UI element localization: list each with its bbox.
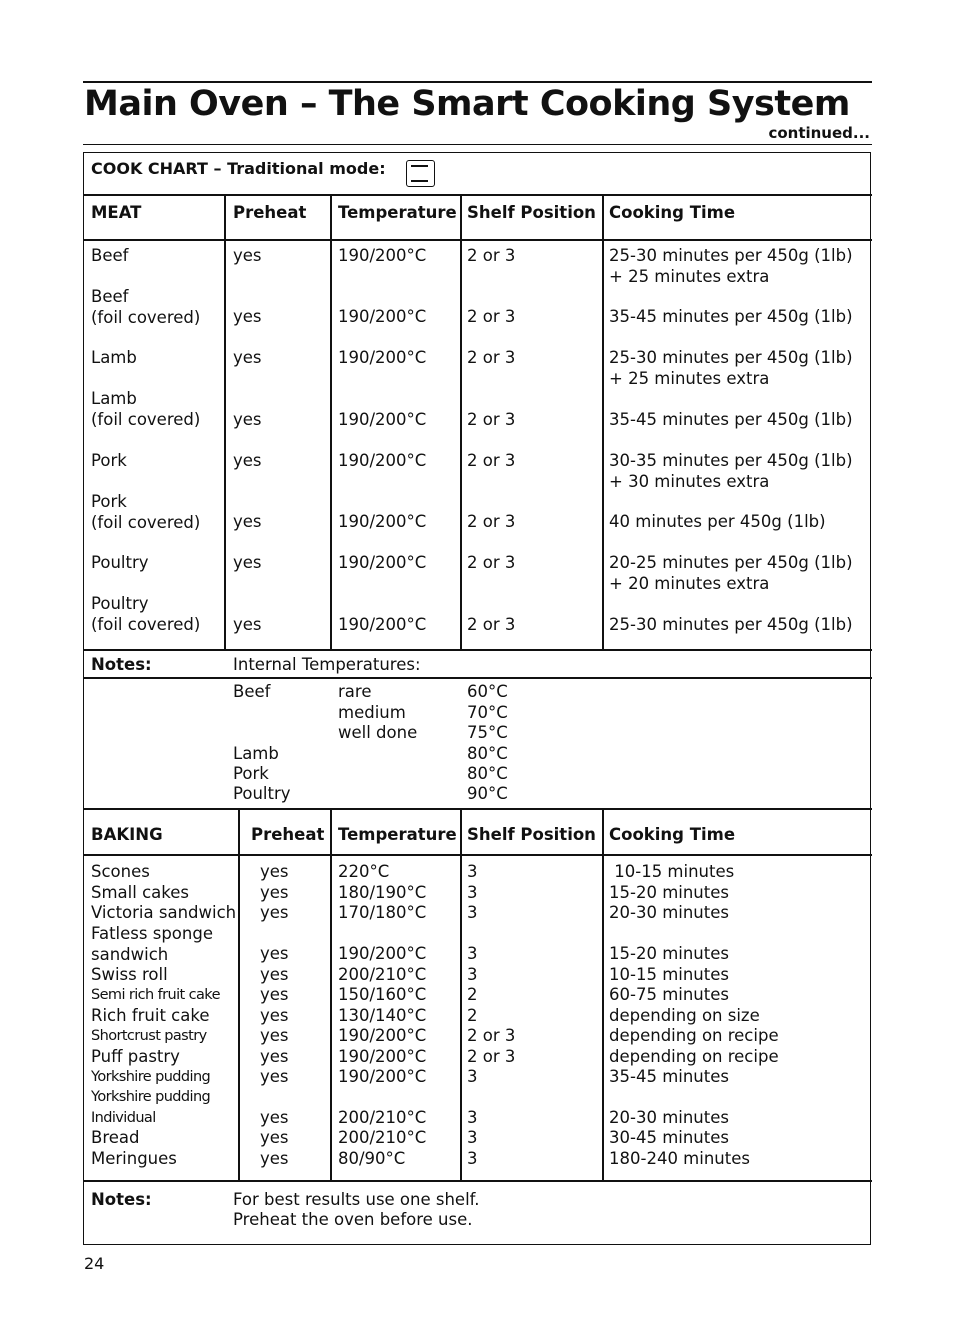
baking-preheat: yes <box>260 1128 289 1147</box>
meat-temp: 190/200°C <box>338 246 427 265</box>
continued-label: continued... <box>768 124 870 142</box>
internal-temp-value: 80°C <box>467 764 508 783</box>
column-divider <box>330 808 332 1180</box>
baking-preheat: yes <box>260 1047 289 1066</box>
internal-temp-doneness: rare <box>338 682 372 701</box>
meat-shelf: 2 or 3 <box>467 451 516 470</box>
column-divider <box>460 808 462 1180</box>
column-divider <box>224 194 226 649</box>
meat-preheat: yes <box>233 553 262 572</box>
rule <box>83 1180 872 1182</box>
baking-time: 30-45 minutes <box>609 1128 729 1147</box>
baking-time: 10-15 minutes <box>609 965 729 984</box>
baking-preheat: yes <box>260 1006 289 1025</box>
baking-header-shelf: Shelf Position <box>467 825 596 844</box>
baking-shelf: 3 <box>467 883 478 902</box>
meat-shelf: 2 or 3 <box>467 348 516 367</box>
internal-temp-value: 90°C <box>467 784 508 803</box>
baking-temp: 80/90°C <box>338 1149 406 1168</box>
meat-preheat: yes <box>233 410 262 429</box>
meat-shelf: 2 or 3 <box>467 512 516 531</box>
meat-header-preheat: Preheat <box>233 203 307 222</box>
baking-time: 60-75 minutes <box>609 985 729 1004</box>
meat-temp: 190/200°C <box>338 615 427 634</box>
meat-temp: 190/200°C <box>338 553 427 572</box>
internal-temp-meat: Beef <box>233 682 271 701</box>
baking-temp: 200/210°C <box>338 965 427 984</box>
meat-time: 25-30 minutes per 450g (1lb) <box>609 615 853 634</box>
meat-preheat: yes <box>233 512 262 531</box>
meat-food: Beef <box>91 246 129 265</box>
column-divider <box>460 194 462 649</box>
baking-food: Small cakes <box>91 883 189 902</box>
baking-food: Fatless sponge sandwich <box>91 924 213 964</box>
baking-food: Bread <box>91 1128 140 1147</box>
baking-preheat: yes <box>260 985 289 1004</box>
baking-time: depending on recipe <box>609 1026 779 1045</box>
baking-preheat: yes <box>260 903 289 922</box>
meat-food: Poultry <box>91 553 149 572</box>
meat-header-time: Cooking Time <box>609 203 736 222</box>
meat-shelf: 2 or 3 <box>467 410 516 429</box>
meat-temp: 190/200°C <box>338 410 427 429</box>
meat-preheat: yes <box>233 246 262 265</box>
title-rule-top <box>83 81 872 83</box>
column-divider <box>330 194 332 649</box>
meat-food: Poultry (foil covered) <box>91 594 201 634</box>
baking-food: Puff pastry <box>91 1047 180 1066</box>
meat-time: 30-35 minutes per 450g (1lb) + 30 minutes extra <box>609 451 853 491</box>
baking-food: Rich fruit cake <box>91 1006 210 1025</box>
baking-time: 20-30 minutes <box>609 903 729 922</box>
baking-time: 15-20 minutes <box>609 883 729 902</box>
baking-temp: 200/210°C <box>338 1128 427 1147</box>
baking-food: Shortcrust pastry <box>91 1028 207 1044</box>
baking-shelf: 2 <box>467 1006 478 1025</box>
meat-shelf: 2 or 3 <box>467 553 516 572</box>
baking-preheat: yes <box>260 1067 289 1086</box>
baking-header-time: Cooking Time <box>609 825 736 844</box>
column-divider <box>602 194 604 649</box>
cook-chart-label: COOK CHART – Traditional mode: <box>91 159 386 178</box>
baking-temp: 170/180°C <box>338 903 427 922</box>
meat-header-shelf: Shelf Position <box>467 203 596 222</box>
baking-temp: 190/200°C <box>338 1067 427 1086</box>
baking-temp: 130/140°C <box>338 1006 427 1025</box>
baking-note-line: Preheat the oven before use. <box>233 1210 473 1229</box>
baking-time: 35-45 minutes <box>609 1067 729 1086</box>
baking-shelf: 3 <box>467 1108 478 1127</box>
baking-preheat: yes <box>260 965 289 984</box>
rule <box>83 649 872 651</box>
baking-temp: 220°C <box>338 862 390 881</box>
baking-shelf: 3 <box>467 965 478 984</box>
baking-time: 15-20 minutes <box>609 944 729 963</box>
baking-shelf: 3 <box>467 862 478 881</box>
baking-shelf: 3 <box>467 1067 478 1086</box>
meat-temp: 190/200°C <box>338 451 427 470</box>
baking-shelf: 2 or 3 <box>467 1026 516 1045</box>
baking-preheat: yes <box>260 1149 289 1168</box>
baking-food: Yorkshire pudding <box>91 1069 211 1085</box>
column-divider <box>602 808 604 1180</box>
baking-time: depending on size <box>609 1006 760 1025</box>
baking-time: 180-240 minutes <box>609 1149 750 1168</box>
meat-preheat: yes <box>233 348 262 367</box>
meat-shelf: 2 or 3 <box>467 615 516 634</box>
baking-preheat: yes <box>260 862 289 881</box>
rule <box>83 677 872 679</box>
meat-food: Pork <box>91 451 127 470</box>
rule <box>83 194 872 196</box>
rule <box>83 808 872 810</box>
baking-shelf: 2 or 3 <box>467 1047 516 1066</box>
meat-food: Lamb (foil covered) <box>91 389 201 429</box>
oven-traditional-mode-icon <box>406 160 435 187</box>
meat-time: 25-30 minutes per 450g (1lb) + 25 minutes extra <box>609 246 853 286</box>
baking-food: Meringues <box>91 1149 177 1168</box>
meat-time: 35-45 minutes per 450g (1lb) <box>609 410 853 429</box>
page-title: Main Oven – The Smart Cooking System <box>84 84 850 124</box>
title-rule-bottom <box>83 144 872 145</box>
baking-preheat: yes <box>260 883 289 902</box>
meat-temp: 190/200°C <box>338 307 427 326</box>
baking-header-temperature: Temperature <box>338 825 457 844</box>
baking-temp: 180/190°C <box>338 883 427 902</box>
baking-food: Scones <box>91 862 150 881</box>
baking-preheat: yes <box>260 1026 289 1045</box>
meat-notes-text: Internal Temperatures: <box>233 655 421 674</box>
column-divider <box>238 808 240 1180</box>
baking-time: 20-30 minutes <box>609 1108 729 1127</box>
baking-preheat: yes <box>260 1108 289 1127</box>
meat-preheat: yes <box>233 307 262 326</box>
baking-notes-label: Notes: <box>91 1190 152 1209</box>
meat-time: 25-30 minutes per 450g (1lb) + 25 minutes extra <box>609 348 853 388</box>
meat-food: Pork (foil covered) <box>91 492 201 532</box>
internal-temp-doneness: medium <box>338 703 406 722</box>
baking-time: depending on recipe <box>609 1047 779 1066</box>
rule <box>83 854 872 856</box>
meat-temp: 190/200°C <box>338 348 427 367</box>
meat-shelf: 2 or 3 <box>467 246 516 265</box>
meat-preheat: yes <box>233 451 262 470</box>
baking-food: Swiss roll <box>91 965 168 984</box>
meat-time: 20-25 minutes per 450g (1lb) + 20 minutes extra <box>609 553 853 593</box>
meat-food: Lamb <box>91 348 137 367</box>
baking-food: Semi rich fruit cake <box>91 987 220 1003</box>
page-number: 24 <box>84 1254 105 1273</box>
baking-temp: 190/200°C <box>338 944 427 963</box>
internal-temp-value: 60°C <box>467 682 508 701</box>
meat-notes-label: Notes: <box>91 655 152 674</box>
meat-temp: 190/200°C <box>338 512 427 531</box>
meat-time: 35-45 minutes per 450g (1lb) <box>609 307 853 326</box>
meat-header-food: MEAT <box>91 203 142 222</box>
baking-temp: 190/200°C <box>338 1047 427 1066</box>
internal-temp-meat: Lamb <box>233 744 279 763</box>
baking-shelf: 3 <box>467 903 478 922</box>
baking-shelf: 3 <box>467 1128 478 1147</box>
baking-shelf: 3 <box>467 944 478 963</box>
baking-shelf: 3 <box>467 1149 478 1168</box>
internal-temp-meat: Poultry <box>233 784 291 803</box>
internal-temp-value: 75°C <box>467 723 508 742</box>
meat-header-temperature: Temperature <box>338 203 457 222</box>
baking-shelf: 2 <box>467 985 478 1004</box>
internal-temp-doneness: well done <box>338 723 418 742</box>
rule <box>83 239 872 241</box>
baking-food: Yorkshire pudding Individual <box>91 1089 211 1126</box>
meat-time: 40 minutes per 450g (1lb) <box>609 512 826 531</box>
baking-preheat: yes <box>260 944 289 963</box>
baking-temp: 150/160°C <box>338 985 427 1004</box>
baking-header-preheat: Preheat <box>251 825 325 844</box>
internal-temp-value: 70°C <box>467 703 508 722</box>
baking-food: Victoria sandwich <box>91 903 237 922</box>
baking-note-line: For best results use one shelf. <box>233 1190 480 1209</box>
internal-temp-meat: Pork <box>233 764 269 783</box>
baking-temp: 200/210°C <box>338 1108 427 1127</box>
meat-food: Beef (foil covered) <box>91 287 201 327</box>
internal-temp-value: 80°C <box>467 744 508 763</box>
baking-header-food: BAKING <box>91 825 163 844</box>
meat-preheat: yes <box>233 615 262 634</box>
baking-time: 10-15 minutes <box>609 862 735 881</box>
meat-shelf: 2 or 3 <box>467 307 516 326</box>
baking-temp: 190/200°C <box>338 1026 427 1045</box>
